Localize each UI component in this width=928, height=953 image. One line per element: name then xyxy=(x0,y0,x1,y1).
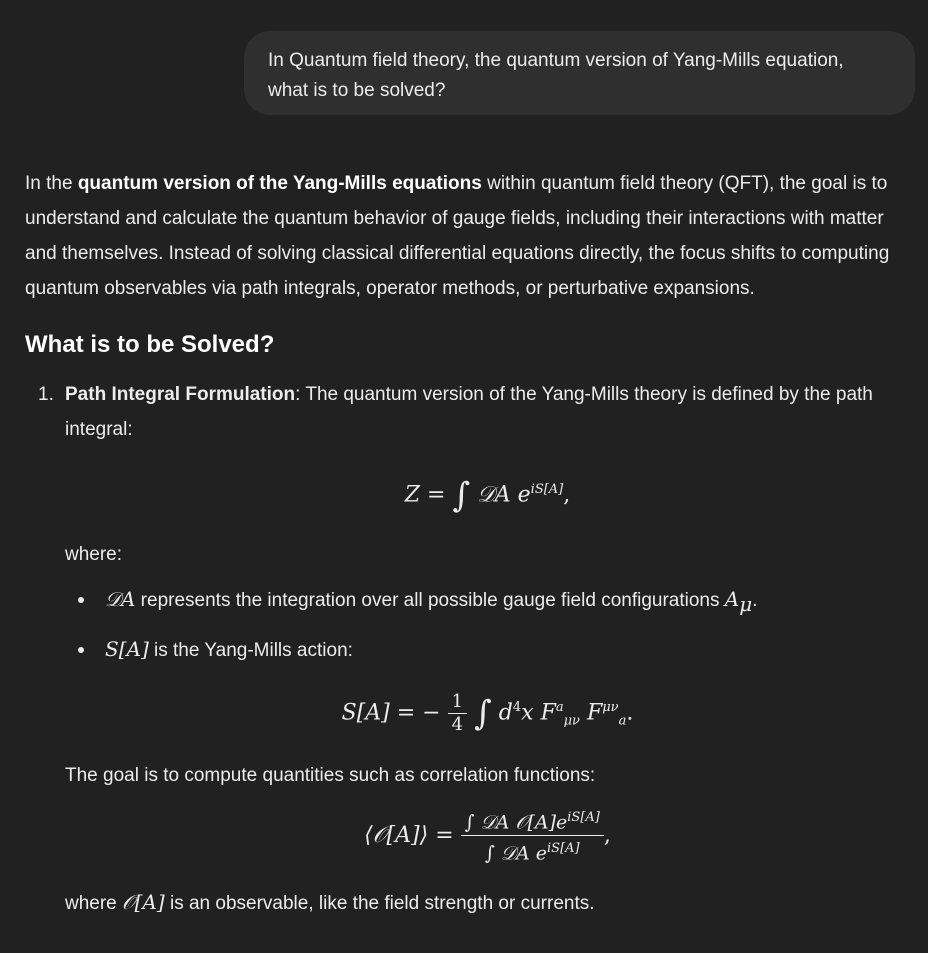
eq-s-d: d xyxy=(498,700,513,726)
bullet1-sub: μ xyxy=(739,591,753,616)
integral-symbol: ∫ xyxy=(452,475,471,516)
frac-den: 4 xyxy=(451,713,464,735)
frac-den-text: ∫ 𝒟A e xyxy=(484,842,547,865)
bullet1-text: represents the integration over all possible gauge field configurations xyxy=(135,590,725,611)
eq-z-equals: = xyxy=(427,482,446,508)
bullet-item-1 xyxy=(65,582,910,622)
intro-pre: In the xyxy=(25,173,78,194)
eq-z-exponent: iS[A] xyxy=(530,482,564,497)
assistant-response xyxy=(25,166,910,921)
bullet2-math: S[A] xyxy=(105,636,149,661)
where-label: where: xyxy=(65,544,123,565)
intro-bold: quantum version of the Yang-Mills equations xyxy=(77,173,482,194)
item-text: : The quantum version of the Yang-Mills theory is defined by the path integral: xyxy=(65,384,873,440)
equation-yang-mills-action xyxy=(65,678,910,738)
frac-num-sup: iS[A] xyxy=(567,809,600,825)
intro-paragraph xyxy=(25,166,910,306)
equation-partition-function xyxy=(65,465,910,515)
intro-post: within quantum field theory (QFT), the goal is to understand and calculate the quantum behavior of gauge fields, including their interactions with matter and themselves. Instead of solving classical differential equations directly, the focus shifts to computing quantum observables via path integrals, operator methods, or perturbative expansions. xyxy=(25,173,890,299)
integral-symbol: ∫ xyxy=(474,693,492,734)
eq-s-f1-sup: a xyxy=(555,699,564,715)
bullet1-math2: A xyxy=(724,587,740,611)
eq-o-equals: = xyxy=(435,822,454,848)
bullet-item-2 xyxy=(65,632,910,668)
user-message-bubble xyxy=(244,31,915,115)
final-math: 𝒪[A] xyxy=(122,889,165,914)
fraction-one-quarter xyxy=(448,691,467,736)
frac-den-sup: iS[A] xyxy=(547,841,580,857)
user-message-line-2: what is to be solved? xyxy=(268,80,446,101)
bullet1-math: 𝒟A xyxy=(105,587,136,611)
eq-s-f2: F xyxy=(586,700,603,726)
item-bold-title: Path Integral Formulation xyxy=(65,384,296,405)
bullet-list xyxy=(65,582,910,668)
final-post: is an observable, like the field strength or currents. xyxy=(164,892,595,914)
bullet-dot xyxy=(78,597,84,603)
frac-denominator xyxy=(461,836,604,866)
eq-s-f1-sub: μν xyxy=(563,713,580,729)
eq-o-trail: , xyxy=(603,822,611,848)
eq-s-trail: . xyxy=(626,700,634,726)
section-heading: What is to be Solved? xyxy=(25,331,275,358)
eq-s-x: x F xyxy=(521,700,556,726)
list-item-1 xyxy=(25,377,910,921)
final-pre: where xyxy=(65,892,123,914)
fraction-correlation xyxy=(461,805,604,867)
frac-numerator xyxy=(461,805,604,836)
frac-num-text: ∫ 𝒟A 𝒪[A]e xyxy=(464,811,568,834)
final-line xyxy=(65,885,910,921)
bullet1-end: . xyxy=(752,590,758,611)
eq-s-d-sup: 4 xyxy=(512,699,522,715)
eq-s-f2-sub: a xyxy=(618,713,627,729)
bullet2-text: is the Yang-Mills action: xyxy=(148,639,353,661)
eq-z-measure: 𝒟A xyxy=(477,482,511,508)
bullet-dot xyxy=(78,647,84,653)
eq-z-exp-base: e xyxy=(517,482,531,508)
list-number: 1. xyxy=(38,384,54,405)
eq-s-lhs: S[A] xyxy=(341,700,390,726)
eq-z-lhs: Z xyxy=(404,482,421,508)
user-message-line-1: In Quantum field theory, the quantum version of Yang-Mills equation, xyxy=(268,50,844,71)
eq-s-f2-sup: μν xyxy=(602,699,619,715)
goal-text: The goal is to compute quantities such as correlation functions: xyxy=(65,764,596,786)
frac-num: 1 xyxy=(448,691,467,714)
eq-s-equals: = − xyxy=(396,700,441,726)
equation-correlation-function xyxy=(65,803,910,869)
eq-z-trail: , xyxy=(563,482,571,508)
eq-o-lhs: ⟨𝒪[A]⟩ xyxy=(364,822,429,848)
